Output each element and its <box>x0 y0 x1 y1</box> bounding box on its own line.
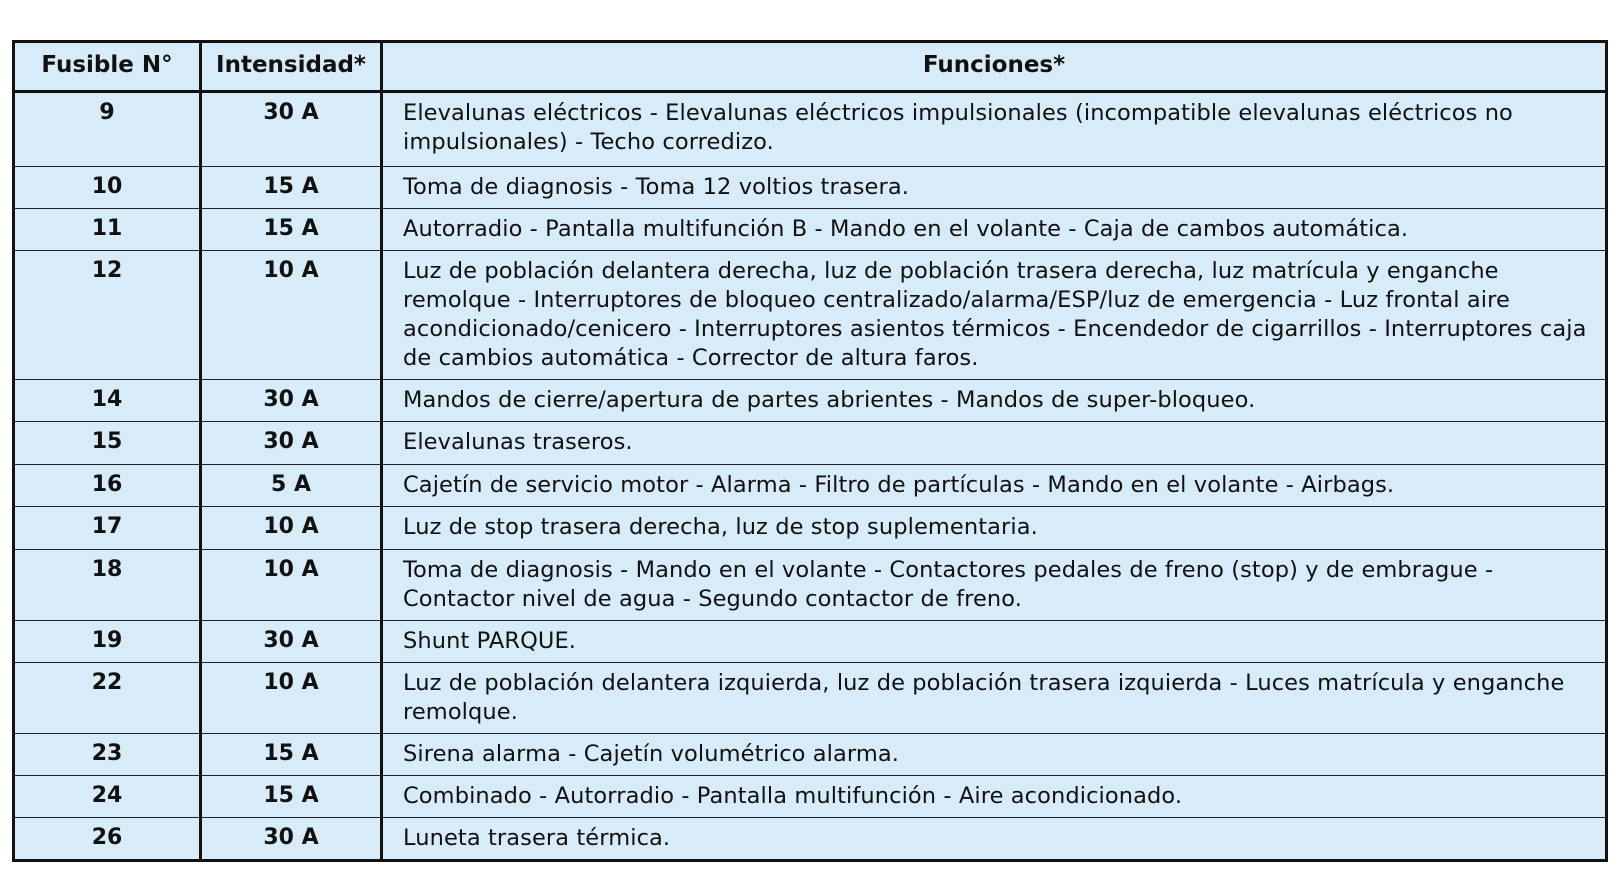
table-row <box>14 465 1607 507</box>
intensity-cell: 10 A <box>201 663 382 734</box>
table-row <box>14 550 1607 621</box>
fuse-table <box>12 40 1608 862</box>
intensity-cell: 30 A <box>201 380 382 422</box>
functions-cell: Combinado - Autorradio - Pantalla multifunción - Aire acondicionado. <box>382 776 1607 818</box>
functions-cell: Cajetín de servicio motor - Alarma - Filtro de partículas - Mando en el volante - Airbags. <box>382 465 1607 507</box>
table-body <box>14 92 1607 861</box>
table-header <box>14 42 1607 92</box>
functions-cell: Luz de población delantera derecha, luz de población trasera derecha, luz matrícula y enganche remolque - Interruptores de bloqueo centralizado/alarma/ESP/luz de emergencia - Luz frontal aire acondicionado/cenicero - Interruptores asientos térmicos - Encendedor de cigarrillos - Interruptores caja de cambios automática - Corrector de altura faros. <box>382 251 1607 380</box>
fuse-number-cell: 23 <box>14 734 201 776</box>
table-row <box>14 776 1607 818</box>
table-row <box>14 167 1607 209</box>
functions-cell: Elevalunas traseros. <box>382 422 1607 465</box>
functions-cell: Toma de diagnosis - Toma 12 voltios trasera. <box>382 167 1607 209</box>
table-row <box>14 507 1607 550</box>
functions-cell: Sirena alarma - Cajetín volumétrico alarma. <box>382 734 1607 776</box>
header-functions: Funciones* <box>382 42 1607 92</box>
functions-cell: Shunt PARQUE. <box>382 621 1607 663</box>
functions-cell: Luneta trasera térmica. <box>382 818 1607 861</box>
table-row <box>14 92 1607 167</box>
header-intensity: Intensidad* <box>201 42 382 92</box>
intensity-cell: 30 A <box>201 621 382 663</box>
intensity-cell: 10 A <box>201 507 382 550</box>
functions-cell: Luz de población delantera izquierda, luz de población trasera izquierda - Luces matrícula y enganche remolque. <box>382 663 1607 734</box>
table-row <box>14 251 1607 380</box>
functions-cell: Luz de stop trasera derecha, luz de stop suplementaria. <box>382 507 1607 550</box>
fuse-number-cell: 14 <box>14 380 201 422</box>
table-row <box>14 380 1607 422</box>
fuse-number-cell: 9 <box>14 92 201 167</box>
intensity-cell: 15 A <box>201 776 382 818</box>
table-row <box>14 621 1607 663</box>
intensity-cell: 5 A <box>201 465 382 507</box>
header-row <box>14 42 1607 92</box>
fuse-number-cell: 17 <box>14 507 201 550</box>
intensity-cell: 10 A <box>201 550 382 621</box>
fuse-number-cell: 15 <box>14 422 201 465</box>
functions-cell: Toma de diagnosis - Mando en el volante - Contactores pedales de freno (stop) y de embrague - Contactor nivel de agua - Segundo contactor de freno. <box>382 550 1607 621</box>
intensity-cell: 30 A <box>201 818 382 861</box>
intensity-cell: 30 A <box>201 92 382 167</box>
functions-cell: Mandos de cierre/apertura de partes abrientes - Mandos de super-bloqueo. <box>382 380 1607 422</box>
fuse-number-cell: 18 <box>14 550 201 621</box>
table-row <box>14 663 1607 734</box>
fuse-number-cell: 11 <box>14 209 201 251</box>
fuse-number-cell: 22 <box>14 663 201 734</box>
intensity-cell: 30 A <box>201 422 382 465</box>
fuse-number-cell: 10 <box>14 167 201 209</box>
table-row <box>14 209 1607 251</box>
header-fuse-number: Fusible N° <box>14 42 201 92</box>
intensity-cell: 15 A <box>201 209 382 251</box>
intensity-cell: 10 A <box>201 251 382 380</box>
fuse-number-cell: 16 <box>14 465 201 507</box>
table-row <box>14 734 1607 776</box>
fuse-number-cell: 26 <box>14 818 201 861</box>
intensity-cell: 15 A <box>201 734 382 776</box>
table-row <box>14 422 1607 465</box>
fuse-number-cell: 24 <box>14 776 201 818</box>
fuse-number-cell: 19 <box>14 621 201 663</box>
functions-cell: Autorradio - Pantalla multifunción B - Mando en el volante - Caja de cambos automática. <box>382 209 1607 251</box>
functions-cell: Elevalunas eléctricos - Elevalunas eléctricos impulsionales (incompatible elevalunas eléctricos no impulsionales) - Techo corredizo. <box>382 92 1607 167</box>
fuse-number-cell: 12 <box>14 251 201 380</box>
table-row <box>14 818 1607 861</box>
intensity-cell: 15 A <box>201 167 382 209</box>
